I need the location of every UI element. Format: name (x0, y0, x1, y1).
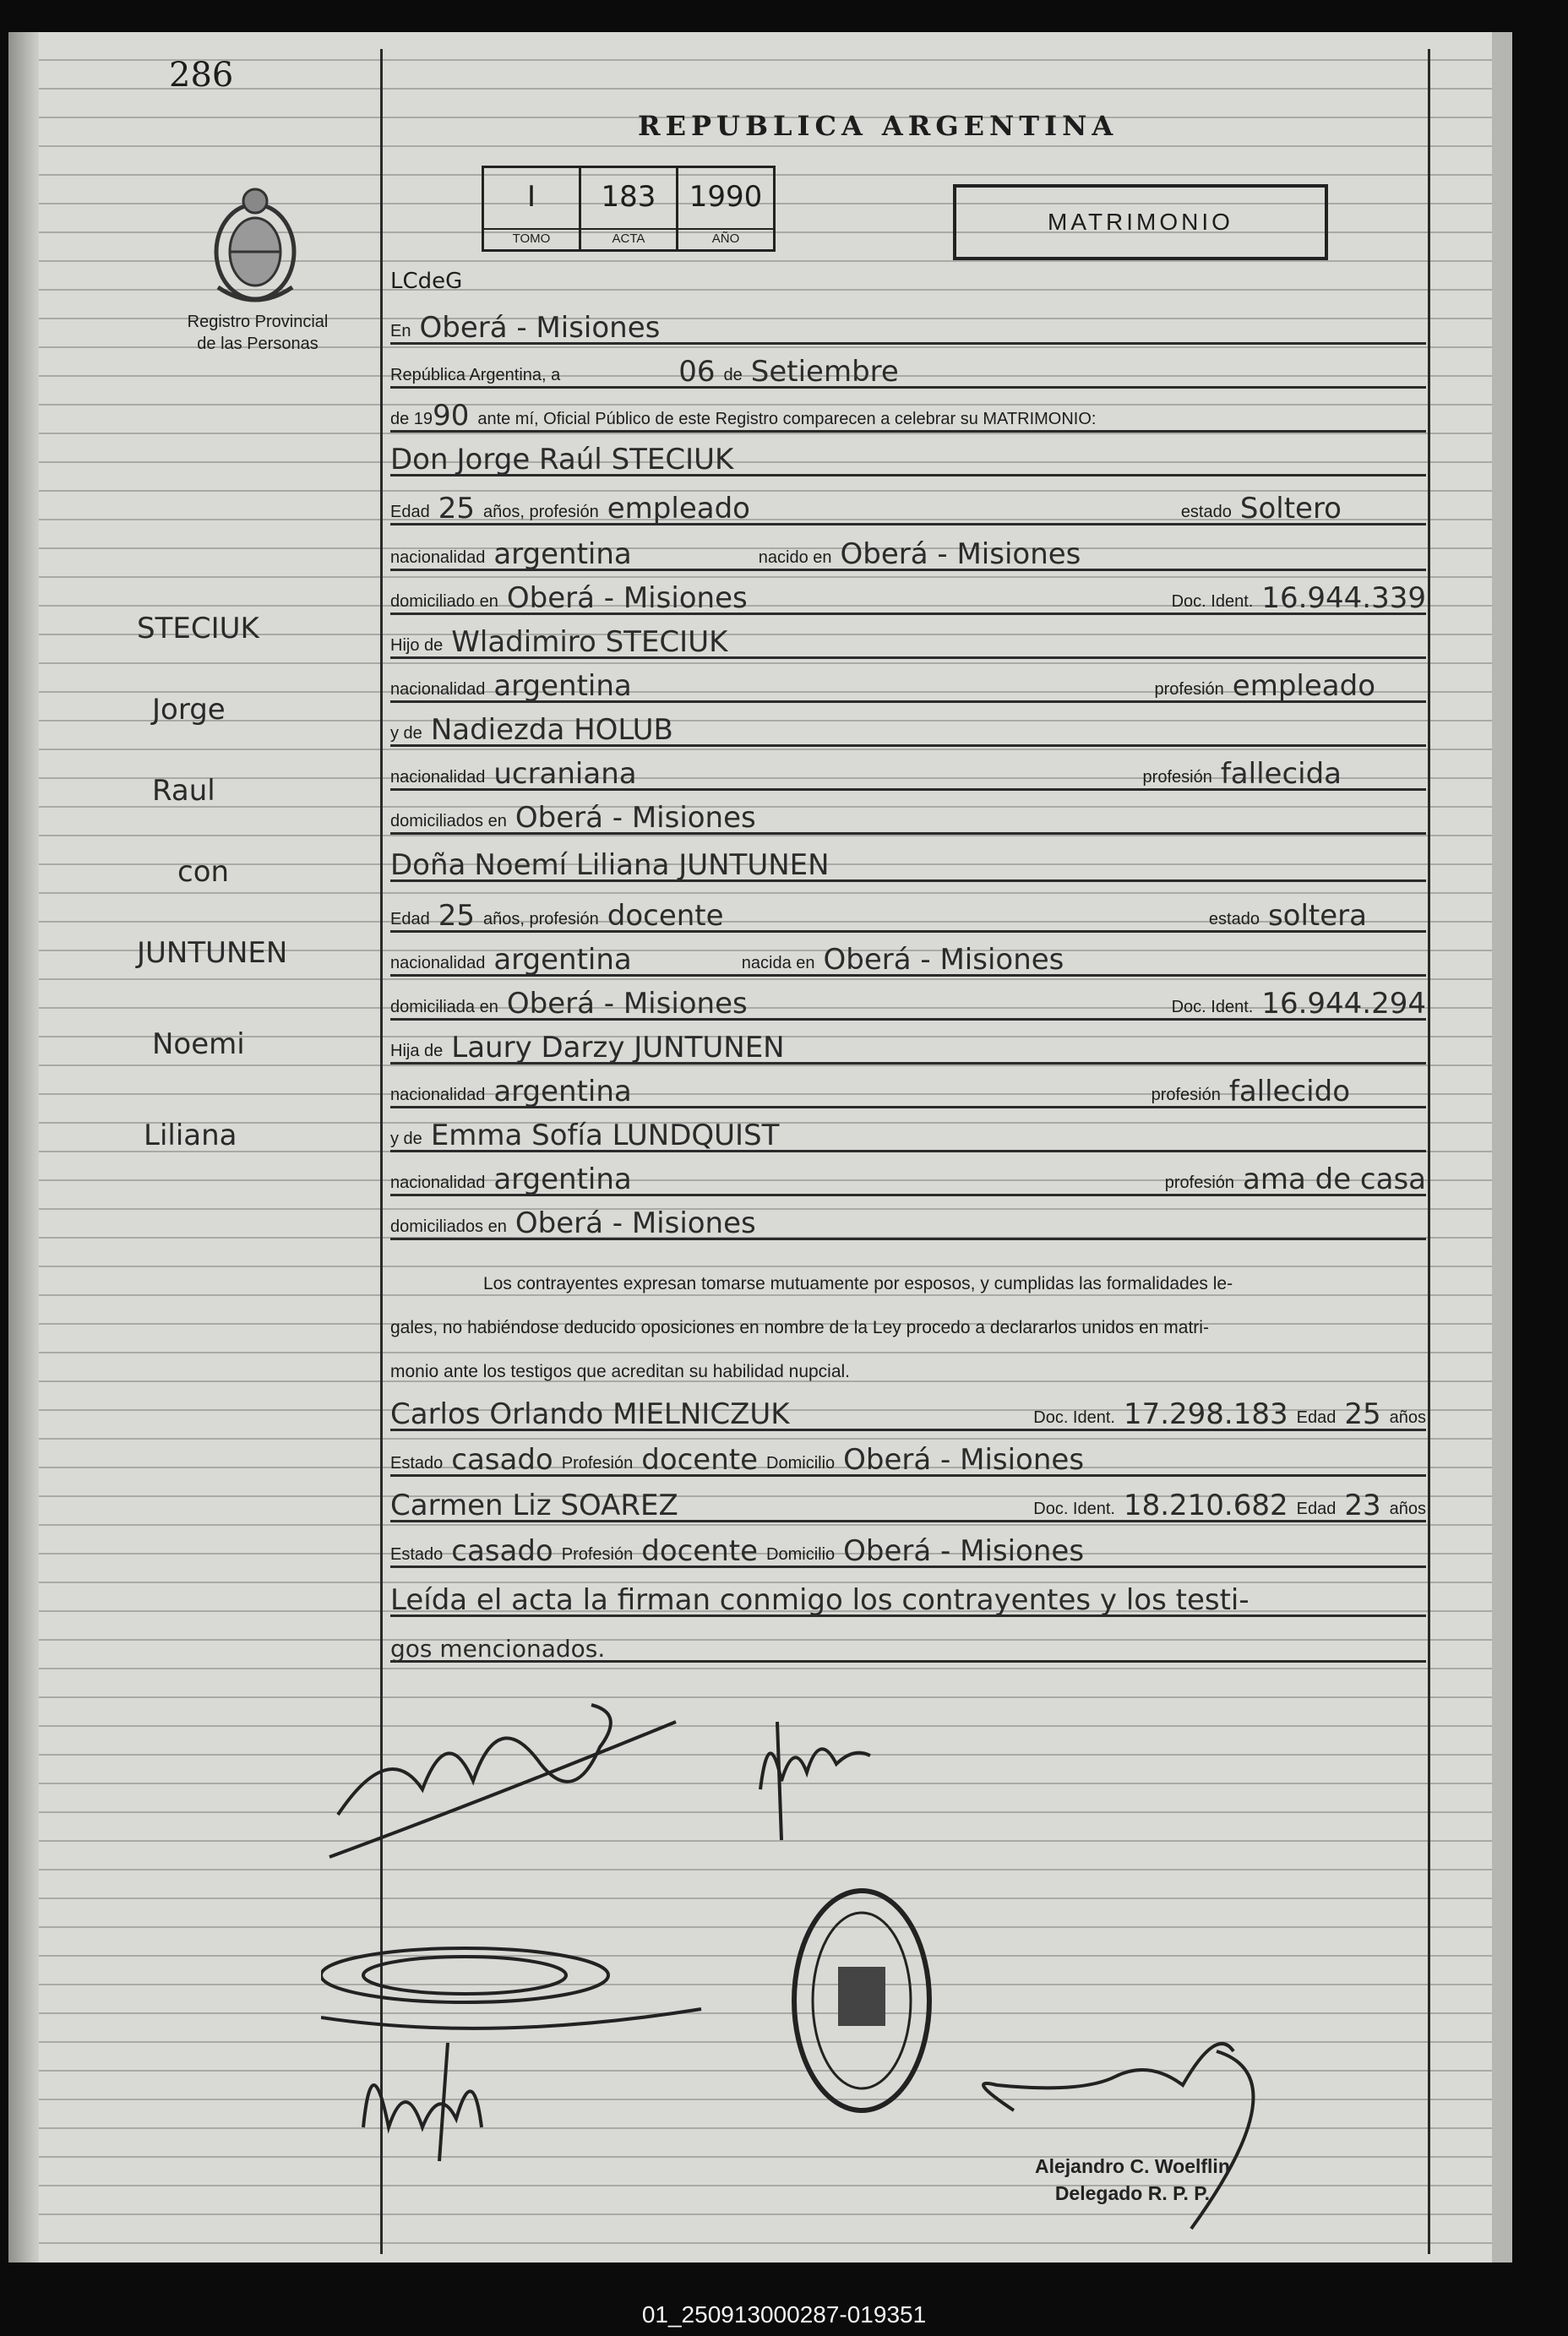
domicilio-label: Domicilio (766, 1545, 836, 1564)
profesion-label: Profesión (561, 1545, 634, 1564)
anos-label: años (1389, 1408, 1426, 1427)
groom-father: Wladimiro STECIUK (451, 625, 728, 659)
groom-birthplace: Oberá - Misiones (840, 537, 1081, 571)
witness1-doc: 17.298.183 (1123, 1397, 1288, 1431)
nacionalidad-label: nacionalidad (390, 1173, 486, 1192)
witness1-details-row (390, 1436, 1426, 1482)
estado-label: estado (1180, 503, 1232, 521)
signatures-area (321, 1688, 1445, 2246)
bride-civil-status: soltera (1267, 899, 1367, 933)
page-number: 286 (169, 56, 234, 95)
margin-name: STECIUK (137, 612, 259, 645)
estado-label: Estado (390, 1454, 444, 1473)
closing-row (390, 1622, 1426, 1668)
bride-mother-nationality: argentina (493, 1163, 632, 1196)
yde-label: y de (390, 1130, 422, 1148)
nacionalidad-label: nacionalidad (390, 768, 486, 787)
binding-gutter (8, 32, 39, 2262)
groom-mother: Nadiezda HOLUB (430, 713, 673, 747)
clerk-initials: LCdeG (390, 269, 463, 294)
doc-label: Doc. Ident. (1033, 1500, 1115, 1518)
declaration-line: monio ante los testigos que acreditan su habilidad nupcial. (390, 1362, 851, 1381)
groom-doc: 16.944.339 (1261, 581, 1426, 615)
certificate-page (8, 32, 1512, 2262)
bride-mother-profession: ama de casa (1243, 1163, 1426, 1196)
groom-civil-status: Soltero (1239, 492, 1342, 525)
estado-label: estado (1208, 910, 1260, 928)
witness1-age: 25 (1344, 1397, 1381, 1431)
witness2-profession: docente (641, 1534, 759, 1568)
bride-title: Doña (390, 848, 466, 882)
place-value: Oberá - Misiones (419, 311, 661, 345)
acta-value: 183 (601, 180, 656, 214)
nacionalidad-label: nacionalidad (390, 680, 486, 699)
delegate-name: Alejandro C. Woelflin (1035, 2155, 1230, 2177)
groom-nationality: argentina (493, 537, 632, 571)
groom-parents-domicile: Oberá - Misiones (514, 801, 756, 835)
ano-label: AÑO (678, 228, 773, 246)
coat-of-arms-icon (201, 186, 309, 313)
edad-label: Edad (390, 503, 430, 521)
bride-mother-nationality-row (390, 1156, 1426, 1201)
groom-father-profession: empleado (1232, 669, 1375, 703)
groom-age-row (390, 485, 1426, 531)
registry-stamp (794, 1891, 929, 2110)
margin-name: JUNTUNEN (137, 936, 288, 970)
witness1-name-row (390, 1391, 1426, 1436)
domiciliada-label: domiciliada en (390, 998, 498, 1016)
margin-name: Jorge (152, 693, 226, 727)
closing-text: Leída el acta la firman conmigo los contrayentes y los testi- (390, 1583, 1250, 1617)
bride-age-row (390, 892, 1426, 938)
bride-birthplace: Oberá - Misiones (823, 943, 1064, 977)
witness1-domicile: Oberá - Misiones (843, 1443, 1085, 1477)
margin-name: Raul (152, 774, 215, 808)
scan-footer: 01_250913000287-019351 (641, 2301, 927, 2328)
registry-name-line: Registro Provincial (187, 313, 329, 331)
groom-father-nationality: argentina (493, 669, 632, 703)
witness2-name-row (390, 1482, 1426, 1527)
bride-father-row (390, 1024, 1426, 1070)
margin-name: con (177, 855, 230, 889)
doc-label: Doc. Ident. (1171, 592, 1254, 611)
edad-label: Edad (1296, 1408, 1337, 1427)
witness2-domicile: Oberá - Misiones (843, 1534, 1085, 1568)
domiciliados-label: domiciliados en (390, 812, 507, 830)
profesion-label: profesión (1154, 680, 1224, 699)
bride-domicile: Oberá - Misiones (506, 987, 748, 1021)
anos-profesion-label: años, profesión (482, 910, 599, 928)
tomo-cell (484, 168, 581, 249)
bride-name: Noemí Liliana JUNTUNEN (474, 848, 830, 882)
margin-name: Liliana (144, 1119, 237, 1152)
oficial-text: ante mí, Oficial Público de este Registro comparecen a celebrar su MATRIMONIO: (477, 410, 1097, 428)
profesion-label: profesión (1151, 1086, 1221, 1104)
witness1-status: casado (451, 1443, 553, 1477)
groom-domicile: Oberá - Misiones (506, 581, 748, 615)
registry-name-line: de las Personas (197, 335, 318, 353)
bride-signature (760, 1722, 870, 1840)
bride-parents-domicile-row (390, 1200, 1426, 1245)
de-label: de (723, 366, 743, 384)
doc-label: Doc. Ident. (1033, 1408, 1115, 1427)
delegate-block (1035, 2153, 1230, 2207)
declaration-line: gales, no habiéndose deducido oposiciones en nombre de la Ley procedo a declararlos unidos en matri- (390, 1318, 1209, 1337)
groom-mother-profession: fallecida (1220, 757, 1342, 791)
groom-mother-row (390, 706, 1426, 752)
republica-label: República Argentina, a (390, 366, 561, 384)
tomo-label: TOMO (484, 228, 579, 246)
registry-name (135, 311, 380, 355)
witness1-signature (321, 1948, 701, 2028)
bride-nationality-row (390, 936, 1426, 982)
yde-label: y de (390, 724, 422, 743)
witness2-status: casado (451, 1534, 553, 1568)
bride-nationality: argentina (493, 943, 632, 977)
domiciliados-label: domiciliados en (390, 1217, 507, 1236)
nacido-label: nacido en (758, 548, 832, 567)
bride-name-row (390, 841, 1426, 887)
groom-name-row (390, 436, 1426, 482)
bride-father-profession: fallecido (1228, 1075, 1350, 1108)
domiciliado-label: domiciliado en (390, 592, 498, 611)
ano-value: 1990 (689, 180, 763, 214)
groom-signature (329, 1705, 676, 1857)
groom-domicile-row (390, 574, 1426, 620)
bride-doc: 16.944.294 (1261, 987, 1426, 1021)
domicilio-label: Domicilio (766, 1454, 836, 1473)
doc-label: Doc. Ident. (1171, 998, 1254, 1016)
witness2-details-row (390, 1527, 1426, 1573)
bride-profession: docente (607, 899, 724, 933)
groom-title: Don (390, 443, 449, 476)
record-number-box (482, 166, 776, 252)
bride-domicile-row (390, 980, 1426, 1026)
anos-label: años (1389, 1500, 1426, 1518)
closing-text: gos mencionados. (390, 1635, 606, 1663)
estado-label: Estado (390, 1545, 444, 1564)
witness1-profession: docente (641, 1443, 759, 1477)
hijo-label: Hijo de (390, 636, 444, 655)
day-value: 06 (678, 355, 716, 389)
witness1-name: Carlos Orlando MIELNICZUK (390, 1397, 790, 1431)
nacida-label: nacida en (741, 954, 815, 972)
bride-parents-domicile: Oberá - Misiones (514, 1206, 756, 1240)
profesion-label: profesión (1142, 768, 1212, 787)
place-row (390, 304, 1426, 350)
tomo-value: I (526, 180, 536, 214)
groom-profession: empleado (607, 492, 750, 525)
date-row (390, 348, 1426, 394)
nacionalidad-label: nacionalidad (390, 954, 486, 972)
groom-father-nationality-row (390, 662, 1426, 708)
anos-profesion-label: años, profesión (482, 503, 599, 521)
groom-mother-nationality-row (390, 750, 1426, 796)
country-heading: REPUBLICA ARGENTINA (638, 110, 1119, 142)
bride-father-nationality-row (390, 1068, 1426, 1114)
profesion-label: Profesión (561, 1454, 634, 1473)
groom-name: Jorge Raúl STECIUK (456, 443, 734, 476)
groom-parents-domicile-row (390, 794, 1426, 840)
groom-father-row (390, 618, 1426, 664)
witness2-doc: 18.210.682 (1123, 1489, 1288, 1522)
en-label: En (390, 322, 411, 340)
page-edge (1492, 32, 1512, 2262)
declaration-line: Los contrayentes expresan tomarse mutuamente por esposos, y cumplidas las formalidades le- (483, 1274, 1233, 1293)
bride-father: Laury Darzy JUNTUNEN (451, 1031, 785, 1065)
acta-label: ACTA (581, 228, 676, 246)
groom-nationality-row (390, 531, 1426, 576)
delegate-title: Delegado R. P. P. (1054, 2182, 1211, 2204)
bride-age: 25 (438, 899, 475, 933)
acta-cell (581, 168, 678, 249)
year-suffix: 90 (433, 399, 470, 433)
margin-name: Noemi (152, 1027, 245, 1061)
hija-label: Hija de (390, 1042, 444, 1060)
witness2-signature (363, 2043, 482, 2161)
year-row (390, 392, 1426, 438)
closing-row (390, 1576, 1426, 1622)
month-value: Setiembre (750, 355, 899, 389)
groom-age: 25 (438, 492, 475, 525)
edad-label: Edad (390, 910, 430, 928)
nacionalidad-label: nacionalidad (390, 548, 486, 567)
profesion-label: profesión (1164, 1173, 1235, 1192)
witness2-name: Carmen Liz SOAREZ (390, 1489, 678, 1522)
year-prefix: de 19 (390, 410, 433, 428)
ano-cell (678, 168, 773, 249)
witness2-age: 23 (1344, 1489, 1381, 1522)
edad-label: Edad (1296, 1500, 1337, 1518)
record-type-box: MATRIMONIO (953, 184, 1328, 260)
groom-mother-nationality: ucraniana (493, 757, 637, 791)
nacionalidad-label: nacionalidad (390, 1086, 486, 1104)
bride-mother-row (390, 1112, 1426, 1157)
bride-father-nationality: argentina (493, 1075, 632, 1108)
bride-mother: Emma Sofía LUNDQUIST (430, 1119, 780, 1152)
